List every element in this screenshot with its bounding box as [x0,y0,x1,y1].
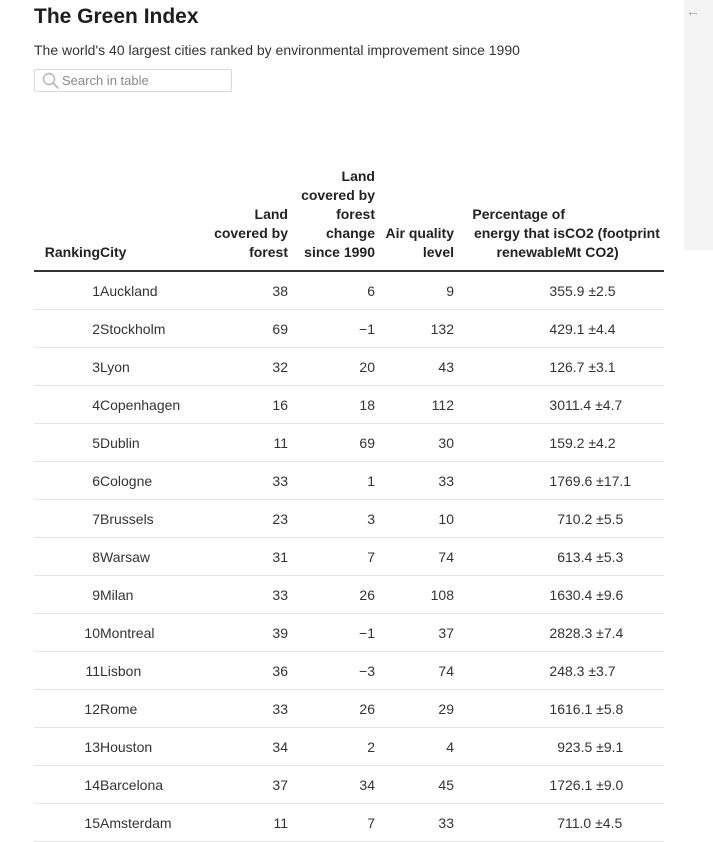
cell-forest-change: −1 [288,614,375,652]
cell-city: Barcelona [100,766,198,804]
cell-co2: 16.1 ±5.8 [565,690,664,728]
table-row [34,348,664,386]
cell-renewable-energy: 24 [454,652,565,690]
cell-ranking: 10 [34,614,100,652]
cell-ranking: 3 [34,348,100,386]
table-row [34,500,664,538]
cell-city: Lyon [100,348,198,386]
cell-forest: 33 [198,690,288,728]
table-row [34,271,664,310]
cell-forest: 39 [198,614,288,652]
cell-forest: 23 [198,500,288,538]
cell-city: Copenhagen [100,386,198,424]
cell-renewable-energy: 17 [454,766,565,804]
cell-forest-change: 6 [288,271,375,310]
table-row [34,538,664,576]
column-header-air-quality[interactable]: Air quality level [375,120,454,271]
cell-forest-change: 7 [288,538,375,576]
cell-city: Warsaw [100,538,198,576]
cell-renewable-energy: 6 [454,538,565,576]
cell-renewable-energy: 35 [454,271,565,310]
column-header-renewable-energy[interactable]: Percentage of energy that is renewable [454,120,565,271]
table-row [34,728,664,766]
cell-forest-change: 20 [288,348,375,386]
cell-ranking: 5 [34,424,100,462]
table-row [34,614,664,652]
table-row [34,804,664,842]
cell-forest-change: 3 [288,500,375,538]
cell-ranking: 6 [34,462,100,500]
cell-co2: 11.0 ±4.5 [565,804,664,842]
cell-co2: 6.7 ±3.1 [565,348,664,386]
cell-renewable-energy: 7 [454,500,565,538]
table-row [34,576,664,614]
cell-renewable-energy: 30 [454,386,565,424]
cell-ranking: 14 [34,766,100,804]
table-row [34,766,664,804]
cell-forest-change: 69 [288,424,375,462]
cell-renewable-energy: 28 [454,614,565,652]
cell-air-quality: 132 [375,310,454,348]
cell-forest: 33 [198,576,288,614]
search-icon [40,70,62,91]
cell-forest: 36 [198,652,288,690]
cell-ranking: 4 [34,386,100,424]
cell-forest: 11 [198,424,288,462]
cell-forest-change: −1 [288,310,375,348]
column-header-co2[interactable]: CO2 (footprint Mt CO2) [565,120,664,271]
table-row [34,690,664,728]
cell-city: Lisbon [100,652,198,690]
cell-air-quality: 4 [375,728,454,766]
cell-forest: 32 [198,348,288,386]
cell-co2: 28.3 ±7.4 [565,614,664,652]
cell-ranking: 8 [34,538,100,576]
cell-forest: 16 [198,386,288,424]
cell-co2: 23.5 ±9.1 [565,728,664,766]
column-header-ranking[interactable]: Ranking [34,120,100,271]
page-subtitle: The world's 40 largest cities ranked by environmental improvement since 1990 [34,42,520,58]
cell-co2: 13.4 ±5.3 [565,538,664,576]
cell-forest: 34 [198,728,288,766]
table-row [34,424,664,462]
cell-city: Amsterdam [100,804,198,842]
cell-air-quality: 30 [375,424,454,462]
cell-air-quality: 29 [375,690,454,728]
side-panel [684,0,713,250]
cell-ranking: 2 [34,310,100,348]
cell-air-quality: 108 [375,576,454,614]
cell-renewable-energy: 42 [454,310,565,348]
cell-forest: 38 [198,271,288,310]
column-header-city[interactable]: City [100,120,198,271]
cell-air-quality: 74 [375,538,454,576]
cell-forest-change: 34 [288,766,375,804]
table-row [34,652,664,690]
cell-renewable-energy: 9 [454,728,565,766]
cell-renewable-energy: 15 [454,424,565,462]
cell-co2: 10.2 ±5.5 [565,500,664,538]
cell-city: Dublin [100,424,198,462]
cell-forest: 31 [198,538,288,576]
cell-renewable-energy: 16 [454,576,565,614]
cell-co2: 5.9 ±2.5 [565,271,664,310]
arrow-left-icon: ← [686,3,700,19]
cell-forest-change: 1 [288,462,375,500]
cell-ranking: 13 [34,728,100,766]
cell-co2: 8.3 ±3.7 [565,652,664,690]
cell-air-quality: 45 [375,766,454,804]
search-input[interactable] [62,73,222,88]
cell-city: Stockholm [100,310,198,348]
cell-ranking: 12 [34,690,100,728]
cell-city: Cologne [100,462,198,500]
table-header-row [34,120,664,271]
cell-air-quality: 10 [375,500,454,538]
data-table [34,120,664,842]
cell-co2: 11.4 ±4.7 [565,386,664,424]
cell-forest: 37 [198,766,288,804]
cell-city: Rome [100,690,198,728]
cell-co2: 69.6 ±17.1 [565,462,664,500]
column-header-forest-change[interactable]: Land covered by forest change since 1990 [288,120,375,271]
cell-forest: 33 [198,462,288,500]
cell-air-quality: 74 [375,652,454,690]
cell-forest-change: 26 [288,690,375,728]
cell-ranking: 7 [34,500,100,538]
cell-air-quality: 37 [375,614,454,652]
cell-co2: 9.1 ±4.4 [565,310,664,348]
cell-forest-change: 2 [288,728,375,766]
cell-city: Auckland [100,271,198,310]
cell-forest-change: 18 [288,386,375,424]
cell-renewable-energy: 12 [454,348,565,386]
cell-renewable-energy: 17 [454,462,565,500]
cell-air-quality: 33 [375,462,454,500]
cell-renewable-energy: 7 [454,804,565,842]
table-row [34,462,664,500]
cell-forest-change: 7 [288,804,375,842]
cell-air-quality: 9 [375,271,454,310]
table-row [34,386,664,424]
cell-air-quality: 43 [375,348,454,386]
cell-forest-change: −3 [288,652,375,690]
cell-ranking: 9 [34,576,100,614]
collapse-button[interactable] [684,0,702,22]
page-title: The Green Index [34,5,199,28]
cell-city: Houston [100,728,198,766]
cell-air-quality: 112 [375,386,454,424]
cell-city: Brussels [100,500,198,538]
cell-co2: 26.1 ±9.0 [565,766,664,804]
cell-forest: 11 [198,804,288,842]
column-header-forest[interactable]: Land covered by forest [198,120,288,271]
cell-air-quality: 33 [375,804,454,842]
cell-co2: 30.4 ±9.6 [565,576,664,614]
table-row [34,310,664,348]
cell-city: Montreal [100,614,198,652]
cell-city: Milan [100,576,198,614]
cell-ranking: 11 [34,652,100,690]
cell-forest: 69 [198,310,288,348]
cell-renewable-energy: 16 [454,690,565,728]
cell-co2: 9.2 ±4.2 [565,424,664,462]
search-box[interactable] [34,69,232,92]
cell-ranking: 15 [34,804,100,842]
cell-forest-change: 26 [288,576,375,614]
cell-ranking: 1 [34,271,100,310]
